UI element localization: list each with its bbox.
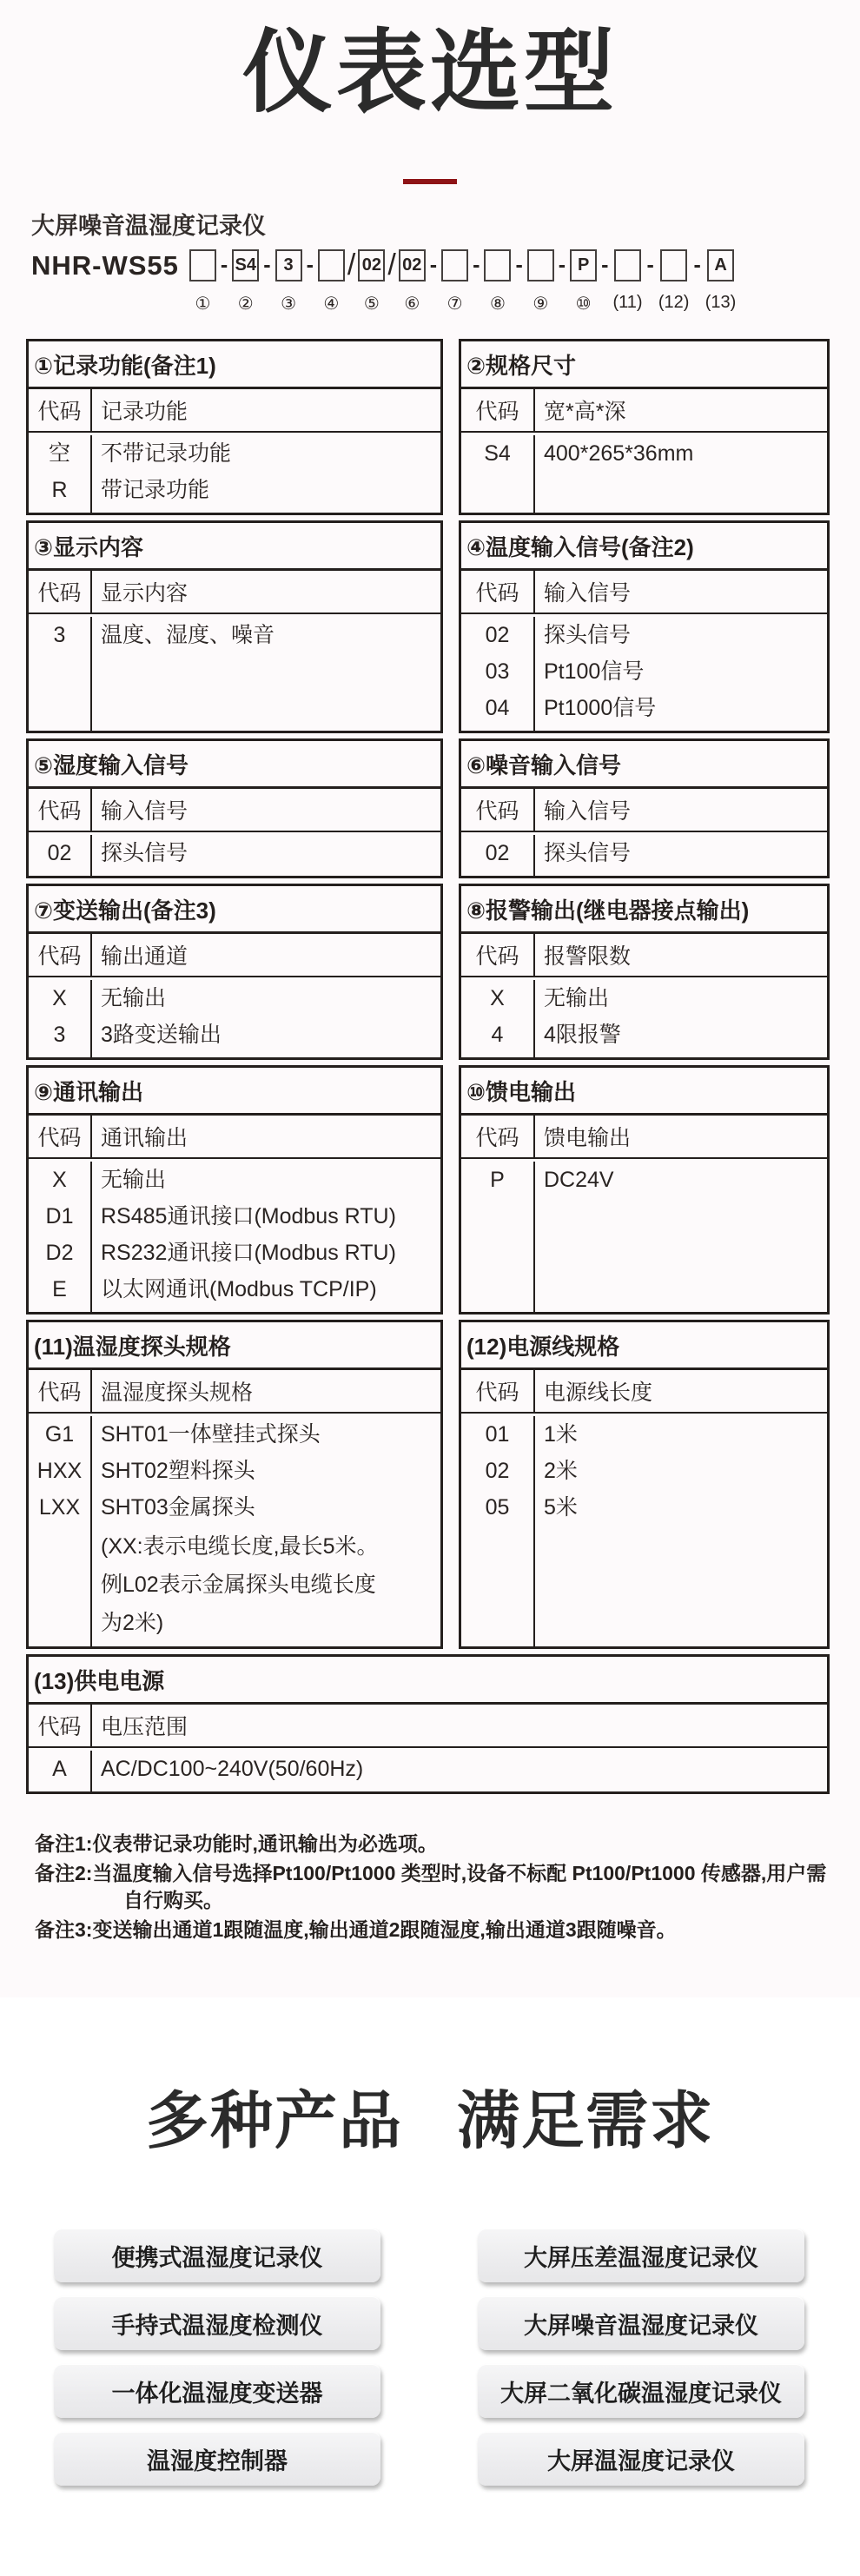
row-desc: 不带记录功能 <box>101 441 232 467</box>
spec-table-header <box>29 1370 440 1414</box>
row-code: S4 <box>461 435 535 472</box>
row-desc: 2米 <box>544 1459 578 1484</box>
row-code <box>29 1787 92 1791</box>
model-position-number: ⑧ <box>489 295 506 315</box>
table-row <box>461 1198 827 1312</box>
model-code-box <box>660 249 687 281</box>
spec-table <box>26 339 443 515</box>
remarks <box>35 1831 834 1944</box>
row-desc: Pt1000信号 <box>544 696 657 721</box>
model-segment <box>527 249 554 315</box>
spec-table-title: ⑦变送输出(备注3) <box>29 886 440 934</box>
spec-table-title: ⑨通讯输出 <box>29 1068 440 1116</box>
remark-line: 备注3:变送输出通道1跟随温度,输出通道2跟随湿度,输出通道3跟随噪音。 <box>35 1918 677 1942</box>
table-row <box>29 980 440 1016</box>
row-code <box>29 1526 92 1642</box>
row-desc: 5米 <box>544 1495 578 1520</box>
code-column-header: 代码 <box>461 571 535 613</box>
spec-table-body <box>461 1414 827 1646</box>
model-separator: - <box>306 253 314 278</box>
spec-table-title: ①记录功能(备注1) <box>29 341 440 389</box>
table-row <box>29 1235 440 1271</box>
spec-tables <box>26 339 830 1794</box>
model-position-number: ① <box>195 295 211 315</box>
row-code <box>29 1308 92 1312</box>
model-code-box: 02 <box>358 249 385 281</box>
row-desc <box>92 1787 827 1791</box>
spec-table-body <box>461 977 827 1057</box>
row-code <box>29 508 92 513</box>
model-segment <box>705 249 737 313</box>
desc-column-header: 电压范围 <box>101 1715 189 1740</box>
row-desc: 探头信号 <box>544 623 632 648</box>
row-code: 02 <box>29 835 92 871</box>
product-button-grid <box>0 2228 860 2486</box>
table-row <box>461 617 827 653</box>
model-code-box <box>441 249 468 281</box>
table-row <box>29 1642 440 1646</box>
product-link-button[interactable]: 一体化温湿度变送器 <box>54 2364 380 2418</box>
model-segment <box>570 249 597 315</box>
row-desc: AC/DC100~240V(50/60Hz) <box>101 1757 364 1782</box>
model-segment <box>318 249 345 315</box>
spec-table <box>459 339 830 515</box>
row-code <box>461 1198 535 1312</box>
model-separator: - <box>693 253 701 278</box>
row-code: 04 <box>461 690 535 726</box>
table-row <box>29 1308 440 1312</box>
model-separator: - <box>473 253 480 278</box>
table-row <box>29 1162 440 1198</box>
table-row <box>461 835 827 871</box>
table-row <box>29 508 440 513</box>
model-code-box <box>318 249 345 281</box>
row-desc: RS485通讯接口(Modbus RTU) <box>101 1204 396 1229</box>
row-desc <box>92 508 440 513</box>
spec-table-pair <box>26 738 830 878</box>
model-segment <box>399 249 426 315</box>
row-desc <box>92 1642 440 1646</box>
code-column-header: 代码 <box>461 389 535 431</box>
spec-table-pair <box>26 520 830 733</box>
row-code: 空 <box>29 435 92 472</box>
headline-left: 多种产品 <box>145 2087 403 2157</box>
row-desc: 以太网通讯(Modbus TCP/IP) <box>101 1277 377 1302</box>
products-section <box>0 1997 860 2576</box>
spec-table-body <box>29 832 440 876</box>
spec-table-title: (13)供电电源 <box>29 1657 827 1705</box>
spec-table-title: ⑧报警输出(继电器接点输出) <box>461 886 827 934</box>
desc-column-header: 显示内容 <box>101 581 189 606</box>
model-position-number: (13) <box>705 293 737 313</box>
spec-table-body <box>461 1159 827 1312</box>
spec-table <box>459 520 830 733</box>
row-desc: 无输出 <box>101 986 167 1011</box>
row-code <box>461 472 535 513</box>
row-desc: 4限报警 <box>544 1023 621 1048</box>
spec-table-body <box>29 977 440 1057</box>
row-code: E <box>29 1271 92 1308</box>
model-separator: - <box>429 253 438 278</box>
spec-table-header <box>461 1116 827 1159</box>
code-column-header: 代码 <box>461 789 535 831</box>
row-code: 01 <box>461 1416 535 1453</box>
model-segment <box>232 249 259 315</box>
model-code-box: 3 <box>275 249 302 281</box>
model-position-number: ② <box>237 295 254 315</box>
table-row <box>29 1489 440 1526</box>
product-link-button[interactable]: 大屏二氧化碳温湿度记录仪 <box>478 2364 804 2418</box>
spec-table-title: ③显示内容 <box>29 523 440 571</box>
spec-table-body <box>461 614 827 731</box>
table-row <box>461 653 827 690</box>
desc-column-header: 报警限数 <box>544 944 632 970</box>
spec-table-header <box>29 789 440 832</box>
model-separator: - <box>220 253 228 278</box>
table-row <box>461 1526 827 1646</box>
table-row <box>461 1016 827 1053</box>
product-link-button[interactable]: 便携式温湿度记录仪 <box>54 2228 380 2282</box>
table-row <box>29 1271 440 1308</box>
table-row <box>461 1162 827 1198</box>
desc-column-header: 宽*高*深 <box>544 400 626 425</box>
spec-table <box>459 884 830 1060</box>
product-subtitle: 大屏噪音温湿度记录仪 <box>31 213 266 240</box>
desc-column-header: 馈电输出 <box>544 1126 632 1151</box>
spec-table-header <box>29 934 440 977</box>
model-code-line <box>31 249 860 315</box>
model-position-number: ④ <box>323 295 340 315</box>
spec-table-header <box>29 571 440 614</box>
row-desc: 无输出 <box>101 1168 167 1193</box>
desc-column-header: 电源线长度 <box>544 1381 653 1406</box>
model-code-box <box>527 249 554 281</box>
row-code: 3 <box>29 1016 92 1053</box>
desc-column-header: 输入信号 <box>544 581 632 606</box>
table-row <box>29 653 440 731</box>
row-desc <box>535 472 827 513</box>
table-row <box>29 617 440 653</box>
model-position-number: ⑨ <box>533 295 549 315</box>
table-row <box>29 1453 440 1489</box>
row-code: X <box>29 980 92 1016</box>
model-separator: / <box>387 248 396 282</box>
row-code: 4 <box>461 1016 535 1053</box>
spec-table-body <box>29 1414 440 1646</box>
table-row <box>461 435 827 472</box>
spec-table-title: (11)温湿度探头规格 <box>29 1322 440 1370</box>
spec-table-header <box>29 1705 827 1748</box>
table-row <box>29 1198 440 1235</box>
code-column-header: 代码 <box>29 934 92 976</box>
remark-line: 备注1:仪表带记录功能时,通讯输出为必选项。 <box>35 1832 438 1856</box>
product-link-button[interactable]: 大屏温湿度记录仪 <box>478 2432 804 2486</box>
model-segment <box>358 249 385 315</box>
row-code <box>461 871 535 876</box>
row-desc <box>92 1053 440 1057</box>
model-segments <box>189 249 736 315</box>
row-desc: RS232通讯接口(Modbus RTU) <box>101 1241 396 1266</box>
spec-table-body <box>29 1748 827 1791</box>
model-segment <box>484 249 511 315</box>
table-row <box>29 1016 440 1053</box>
model-segment <box>189 249 216 315</box>
row-code: 02 <box>461 1453 535 1489</box>
row-desc: Pt100信号 <box>544 659 645 685</box>
desc-column-header: 输入信号 <box>544 799 632 824</box>
model-separator: - <box>646 253 654 278</box>
table-row <box>461 1489 827 1526</box>
row-code: G1 <box>29 1416 92 1453</box>
spec-table <box>459 738 830 878</box>
row-code: 05 <box>461 1489 535 1526</box>
model-position-number: ⑩ <box>575 295 592 315</box>
spec-table-body <box>461 433 827 513</box>
table-row <box>461 472 827 513</box>
row-code <box>29 1053 92 1057</box>
table-row <box>29 435 440 472</box>
code-column-header: 代码 <box>461 1370 535 1412</box>
table-row <box>461 726 827 731</box>
desc-column-header: 记录功能 <box>101 400 189 425</box>
row-desc: (XX:表示电缆长度,最长5米。例L02表示金属探头电缆长度为2米) <box>101 1534 379 1636</box>
spec-table-pair <box>26 884 830 1060</box>
row-code: LXX <box>29 1489 92 1526</box>
row-desc <box>535 1526 827 1646</box>
model-prefix: NHR-WS55 <box>31 250 179 281</box>
model-position-number: ⑦ <box>447 295 463 315</box>
row-desc <box>92 653 440 731</box>
row-code: 02 <box>461 617 535 653</box>
spec-table-header <box>461 934 827 977</box>
spec-table-pair <box>26 339 830 515</box>
model-separator: - <box>515 253 523 278</box>
row-desc <box>92 871 440 876</box>
spec-table-header <box>29 389 440 433</box>
spec-table-title: ⑥噪音输入信号 <box>461 741 827 789</box>
row-desc: 无输出 <box>544 986 610 1011</box>
row-desc: SHT02塑料探头 <box>101 1459 255 1484</box>
model-code-box: 02 <box>399 249 426 281</box>
table-row <box>461 1053 827 1057</box>
model-separator: - <box>558 253 566 278</box>
row-code: 02 <box>461 835 535 871</box>
row-desc: 带记录功能 <box>101 478 210 503</box>
spec-table <box>459 1320 830 1649</box>
code-column-header: 代码 <box>461 1116 535 1157</box>
spec-table-title: ⑤湿度输入信号 <box>29 741 440 789</box>
product-button-column <box>478 2228 804 2486</box>
table-row <box>29 1787 827 1791</box>
row-desc: SHT01一体壁挂式探头 <box>101 1422 321 1447</box>
model-position-number: (11) <box>612 293 643 313</box>
desc-column-header: 温湿度探头规格 <box>101 1381 254 1406</box>
product-link-button[interactable]: 温湿度控制器 <box>54 2432 380 2486</box>
table-row <box>29 1526 440 1642</box>
table-row <box>29 1751 827 1787</box>
model-code-box: A <box>707 249 734 281</box>
row-desc: 探头信号 <box>544 841 632 866</box>
spec-table-body <box>29 433 440 513</box>
row-desc <box>535 871 827 876</box>
table-row <box>461 690 827 726</box>
model-code-box: P <box>570 249 597 281</box>
model-position-number: ⑤ <box>363 295 380 315</box>
row-desc: SHT03金属探头 <box>101 1495 255 1520</box>
row-code: R <box>29 472 92 508</box>
row-code: 3 <box>29 617 92 653</box>
spec-table-body <box>29 1159 440 1312</box>
model-separator: / <box>347 248 356 282</box>
table-row <box>29 835 440 871</box>
table-row <box>461 980 827 1016</box>
code-column-header: 代码 <box>29 1370 92 1412</box>
code-column-header: 代码 <box>29 389 92 431</box>
spec-table-header <box>461 571 827 614</box>
row-code <box>461 1053 535 1057</box>
model-segment <box>658 249 690 313</box>
row-desc: 温度、湿度、噪音 <box>101 623 275 648</box>
model-segment <box>612 249 642 313</box>
spec-table-header <box>461 389 827 433</box>
row-code: D2 <box>29 1235 92 1271</box>
spec-table-title: ④温度输入信号(备注2) <box>461 523 827 571</box>
model-code-box <box>484 249 511 281</box>
code-column-header: 代码 <box>29 1705 92 1746</box>
model-position-number: ③ <box>281 295 297 315</box>
spec-table-title: (12)电源线规格 <box>461 1322 827 1370</box>
remark-line: 备注2:当温度输入信号选择Pt100/Pt1000 类型时,设备不标配 Pt100/Pt1000 传感器,用户需自行购买。 <box>35 1862 827 1912</box>
headline-right: 满足需求 <box>457 2087 715 2157</box>
spec-table-body <box>29 614 440 731</box>
table-row <box>29 472 440 508</box>
products-headline <box>0 2070 860 2161</box>
spec-table-header <box>29 1116 440 1159</box>
table-row <box>461 1453 827 1489</box>
spec-table-pair <box>26 1320 830 1649</box>
spec-table <box>26 1065 443 1314</box>
row-desc: 1米 <box>544 1422 578 1447</box>
row-code <box>29 871 92 876</box>
row-code: A <box>29 1751 92 1787</box>
spec-table <box>26 1320 443 1649</box>
table-row <box>29 1416 440 1453</box>
desc-column-header: 输入信号 <box>101 799 189 824</box>
spec-table-body <box>461 832 827 876</box>
row-code: D1 <box>29 1198 92 1235</box>
row-code <box>461 726 535 731</box>
code-column-header: 代码 <box>29 571 92 613</box>
row-desc: DC24V <box>544 1168 614 1193</box>
model-code-box <box>614 249 641 281</box>
row-code: HXX <box>29 1453 92 1489</box>
model-segment <box>441 249 468 315</box>
row-desc <box>535 726 827 731</box>
model-separator: - <box>601 253 609 278</box>
model-position-number: ⑥ <box>404 295 420 315</box>
table-row <box>461 1416 827 1453</box>
code-column-header: 代码 <box>461 934 535 976</box>
page-title: 仪表选型 <box>241 23 618 123</box>
table-row <box>29 1053 440 1057</box>
row-desc: 探头信号 <box>101 841 189 866</box>
model-code-box: S4 <box>232 249 259 281</box>
row-code <box>29 1642 92 1646</box>
row-desc <box>92 1308 440 1312</box>
model-position-number: (12) <box>658 293 690 313</box>
product-button-column <box>54 2228 380 2486</box>
model-separator: - <box>263 253 271 278</box>
table-row <box>461 871 827 876</box>
model-segment <box>275 249 302 315</box>
row-code: P <box>461 1162 535 1198</box>
row-desc: 3路变送输出 <box>101 1023 222 1048</box>
table-row <box>29 871 440 876</box>
row-code <box>461 1526 535 1646</box>
desc-column-header: 输出通道 <box>101 944 189 970</box>
title-divider <box>403 179 457 184</box>
product-link-button[interactable]: 大屏压差温湿度记录仪 <box>478 2228 804 2282</box>
spec-table-pair <box>26 1065 830 1314</box>
spec-table <box>459 1065 830 1314</box>
product-link-button[interactable]: 大屏噪音温湿度记录仪 <box>478 2296 804 2350</box>
desc-column-header: 通讯输出 <box>101 1126 189 1151</box>
spec-table <box>26 738 443 878</box>
row-code: X <box>461 980 535 1016</box>
row-desc <box>535 1053 827 1057</box>
row-code: 03 <box>461 653 535 690</box>
row-code: X <box>29 1162 92 1198</box>
code-column-header: 代码 <box>29 1116 92 1157</box>
spec-table <box>26 884 443 1060</box>
product-link-button[interactable]: 手持式温湿度检测仪 <box>54 2296 380 2350</box>
spec-table-title: ⑩馈电输出 <box>461 1068 827 1116</box>
spec-table <box>26 1654 830 1794</box>
spec-table-title: ②规格尺寸 <box>461 341 827 389</box>
row-desc: 400*265*36mm <box>544 441 694 467</box>
row-desc <box>535 1198 827 1312</box>
model-code-box <box>189 249 216 281</box>
spec-table-header <box>461 789 827 832</box>
code-column-header: 代码 <box>29 789 92 831</box>
row-code <box>29 653 92 731</box>
spec-table <box>26 520 443 733</box>
spec-table-header <box>461 1370 827 1414</box>
